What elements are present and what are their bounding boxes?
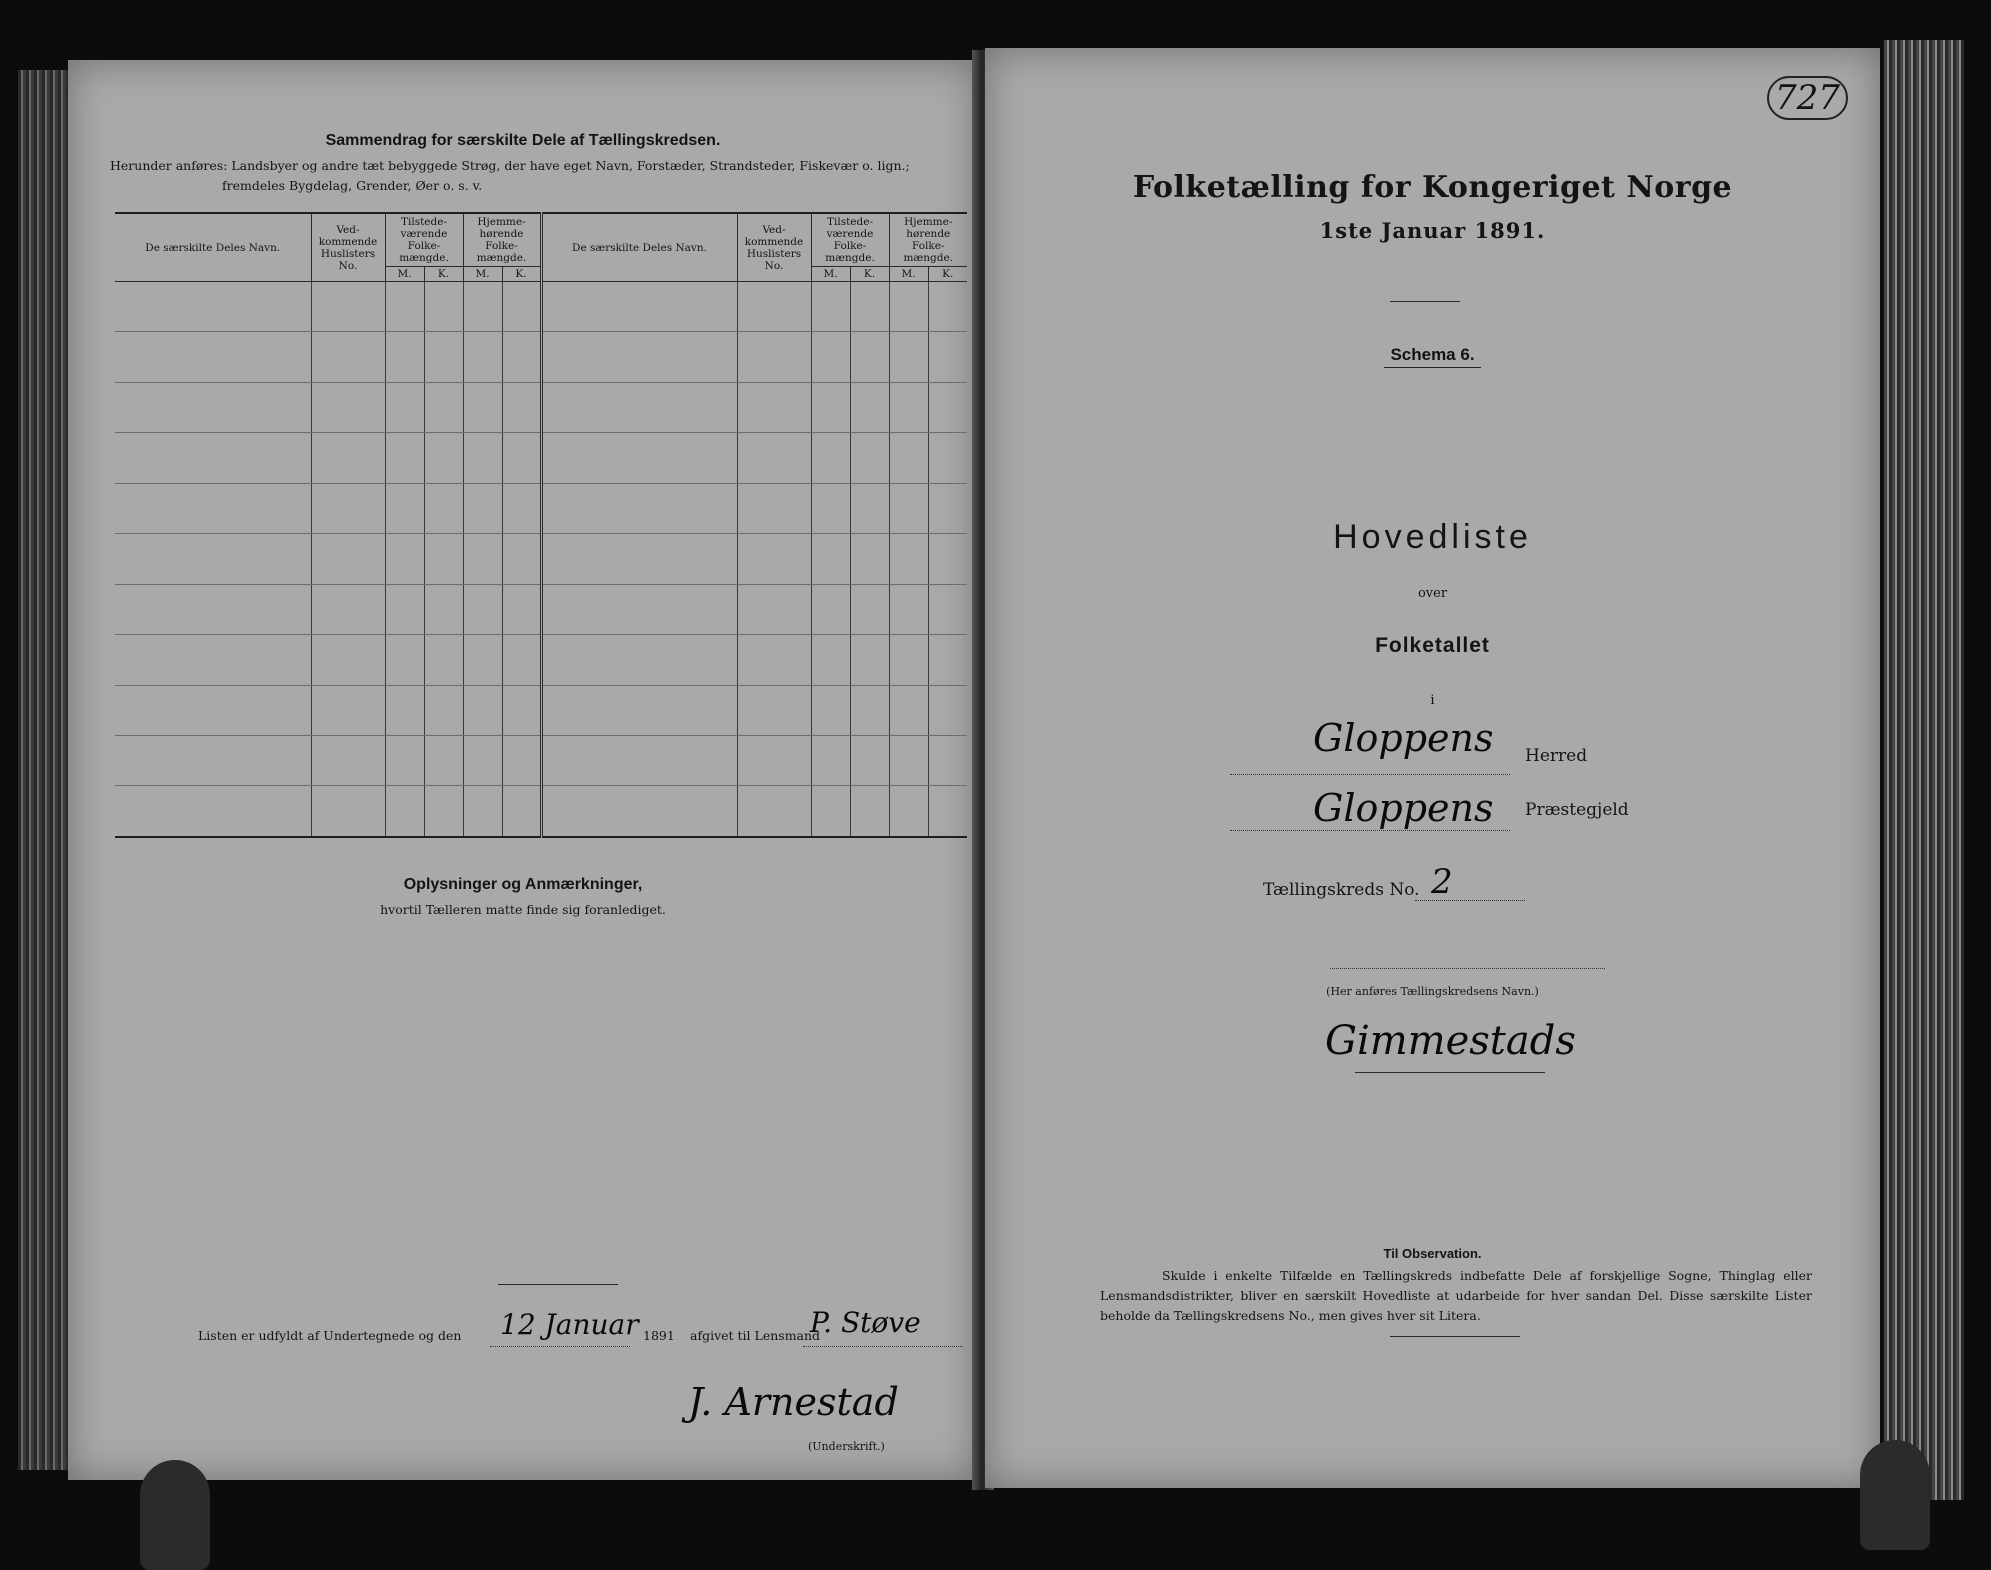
table-cell bbox=[385, 433, 424, 483]
table-cell bbox=[737, 584, 811, 634]
table-row bbox=[115, 483, 967, 533]
divider-rule bbox=[498, 1284, 618, 1285]
herred-underline bbox=[1230, 774, 1510, 775]
folketallet-title: Folketallet bbox=[1375, 634, 1490, 657]
table-cell bbox=[463, 382, 502, 432]
table-cell bbox=[311, 282, 385, 332]
table-cell bbox=[424, 635, 463, 685]
table-cell bbox=[850, 332, 889, 382]
table-cell bbox=[115, 635, 311, 685]
summary-table-body bbox=[115, 282, 967, 838]
table-row bbox=[115, 735, 967, 785]
table-row bbox=[115, 534, 967, 584]
table-cell bbox=[928, 635, 967, 685]
table-cell bbox=[385, 382, 424, 432]
handwritten-date: 12 Januar bbox=[500, 1308, 639, 1341]
table-cell bbox=[311, 534, 385, 584]
table-cell bbox=[811, 534, 850, 584]
hovedliste-title: Hovedliste bbox=[1333, 518, 1532, 556]
handwritten-kreds-number: 2 bbox=[1431, 862, 1453, 902]
table-cell bbox=[424, 735, 463, 785]
table-cell bbox=[311, 786, 385, 837]
table-cell bbox=[115, 534, 311, 584]
table-cell bbox=[889, 584, 928, 634]
table-cell bbox=[889, 483, 928, 533]
table-cell bbox=[737, 735, 811, 785]
handwritten-kreds-name: Gimmestads bbox=[1325, 1018, 1576, 1064]
col-header-k: K. bbox=[502, 267, 541, 282]
table-cell bbox=[850, 786, 889, 837]
summary-title: Sammendrag for særskilte Dele af Tællingskredsen. bbox=[325, 132, 721, 149]
table-cell bbox=[502, 433, 541, 483]
table-cell bbox=[424, 282, 463, 332]
table-cell bbox=[424, 534, 463, 584]
sign-middle: afgivet til Lensmand bbox=[690, 1328, 821, 1343]
observation-paragraph: Skulde i enkelte Tilfælde en Tællingskreds indbefatte Dele af forskjellige Sogne, Thinglag eller Lensmandsdistrikter, bliver en særskilt Hovedliste at udarbeide for hver sandan Del. Disse særskilte Lister beholde da Tællingskredsens No., men gives hver sit Litera. bbox=[1100, 1268, 1812, 1323]
table-cell bbox=[737, 433, 811, 483]
prestegjeld-label: Præstegjeld bbox=[1525, 800, 1629, 820]
left-page-edges bbox=[18, 70, 70, 1470]
summary-instructions bbox=[110, 156, 990, 196]
table-cell bbox=[541, 685, 737, 735]
table-cell bbox=[311, 332, 385, 382]
table-cell bbox=[811, 786, 850, 837]
table-row bbox=[115, 685, 967, 735]
table-cell bbox=[541, 735, 737, 785]
table-cell bbox=[811, 433, 850, 483]
right-page bbox=[985, 48, 1880, 1488]
left-page bbox=[68, 60, 978, 1480]
table-cell bbox=[737, 332, 811, 382]
divider-rule bbox=[1355, 1072, 1545, 1073]
col-header-m: M. bbox=[385, 267, 424, 282]
table-cell bbox=[737, 382, 811, 432]
kreds-label: Tællingskreds No. bbox=[1263, 880, 1420, 900]
table-cell bbox=[889, 786, 928, 837]
col-header-k: K. bbox=[928, 267, 967, 282]
table-cell bbox=[811, 282, 850, 332]
census-date: 1ste Januar 1891. bbox=[1319, 218, 1546, 243]
table-cell bbox=[424, 584, 463, 634]
table-cell bbox=[463, 282, 502, 332]
table-cell bbox=[928, 332, 967, 382]
table-cell bbox=[737, 635, 811, 685]
kreds-name-note: (Her anføres Tællingskredsens Navn.) bbox=[1326, 985, 1539, 998]
col-header-m: M. bbox=[889, 267, 928, 282]
table-cell bbox=[811, 382, 850, 432]
table-cell bbox=[850, 534, 889, 584]
schema-label bbox=[985, 345, 1880, 365]
table-cell bbox=[737, 483, 811, 533]
handwritten-lensmand-signature: P. Støve bbox=[810, 1306, 921, 1339]
table-cell bbox=[115, 735, 311, 785]
table-cell bbox=[737, 534, 811, 584]
col-header-k: K. bbox=[424, 267, 463, 282]
table-cell bbox=[385, 483, 424, 533]
table-cell bbox=[502, 635, 541, 685]
table-cell bbox=[385, 584, 424, 634]
table-cell bbox=[850, 635, 889, 685]
left-thumb bbox=[140, 1460, 210, 1570]
col-header-hjemme-1: Hjemme- hørende Folke- mængde. bbox=[463, 213, 541, 267]
table-row bbox=[115, 382, 967, 432]
observations-title: Oplysninger og Anmærkninger, bbox=[403, 876, 643, 893]
underskrift-label: (Underskrift.) bbox=[808, 1440, 885, 1453]
table-cell bbox=[889, 282, 928, 332]
table-cell bbox=[311, 483, 385, 533]
table-cell bbox=[737, 685, 811, 735]
table-cell bbox=[889, 382, 928, 432]
table-cell bbox=[463, 433, 502, 483]
table-row bbox=[115, 786, 967, 837]
col-header-m: M. bbox=[811, 267, 850, 282]
table-cell bbox=[463, 534, 502, 584]
table-cell bbox=[115, 382, 311, 432]
col-header-hjemme-2: Hjemme- hørende Folke- mængde. bbox=[889, 213, 967, 267]
sign-year: 1891 bbox=[643, 1328, 675, 1343]
table-row bbox=[115, 584, 967, 634]
observation-title: Til Observation. bbox=[1383, 1246, 1482, 1261]
table-cell bbox=[928, 282, 967, 332]
table-cell bbox=[115, 483, 311, 533]
right-thumb bbox=[1860, 1440, 1930, 1550]
table-cell bbox=[502, 584, 541, 634]
table-cell bbox=[889, 685, 928, 735]
page-number: 727 bbox=[1767, 76, 1848, 120]
table-cell bbox=[850, 735, 889, 785]
date-underline bbox=[490, 1346, 630, 1347]
table-cell bbox=[889, 433, 928, 483]
handwritten-counter-signature: J. Arnestad bbox=[688, 1380, 899, 1424]
col-header-tilstede-1: Tilstede- værende Folke- mængde. bbox=[385, 213, 463, 267]
col-header-name-1: De særskilte Deles Navn. bbox=[115, 213, 311, 282]
col-header-m: M. bbox=[463, 267, 502, 282]
table-cell bbox=[811, 735, 850, 785]
herred-label: Herred bbox=[1525, 746, 1588, 766]
table-cell bbox=[928, 433, 967, 483]
lensmand-underline bbox=[803, 1346, 963, 1347]
summary-table bbox=[115, 212, 967, 838]
instructions-line-1: Herunder anføres: Landsbyer og andre tæt bebyggede Strøg, der have eget Navn, Forstæder, Strandsteder, Fiskevær o. lign.; bbox=[110, 158, 910, 173]
table-row bbox=[115, 332, 967, 382]
table-cell bbox=[385, 282, 424, 332]
table-cell bbox=[811, 685, 850, 735]
table-cell bbox=[928, 685, 967, 735]
table-cell bbox=[463, 584, 502, 634]
table-cell bbox=[928, 382, 967, 432]
table-cell bbox=[541, 534, 737, 584]
table-cell bbox=[115, 584, 311, 634]
table-cell bbox=[385, 332, 424, 382]
table-cell bbox=[424, 332, 463, 382]
table-cell bbox=[311, 433, 385, 483]
table-cell bbox=[385, 786, 424, 837]
col-header-tilstede-2: Tilstede- værende Folke- mængde. bbox=[811, 213, 889, 267]
handwritten-herred: Gloppens bbox=[1313, 716, 1494, 760]
table-cell bbox=[928, 483, 967, 533]
table-cell bbox=[115, 786, 311, 837]
kreds-name-line bbox=[1330, 968, 1605, 969]
table-cell bbox=[424, 382, 463, 432]
table-cell bbox=[385, 635, 424, 685]
table-cell bbox=[385, 685, 424, 735]
table-cell bbox=[502, 786, 541, 837]
sign-prefix: Listen er udfyldt af Undertegnede og den bbox=[198, 1328, 462, 1343]
table-cell bbox=[928, 786, 967, 837]
table-cell bbox=[311, 635, 385, 685]
table-cell bbox=[463, 332, 502, 382]
table-cell bbox=[541, 786, 737, 837]
prestegjeld-underline bbox=[1230, 830, 1510, 831]
table-row bbox=[115, 282, 967, 332]
table-cell bbox=[311, 685, 385, 735]
i-text: i bbox=[1430, 693, 1435, 708]
table-cell bbox=[463, 735, 502, 785]
table-cell bbox=[115, 282, 311, 332]
table-cell bbox=[889, 332, 928, 382]
table-cell bbox=[850, 483, 889, 533]
table-cell bbox=[463, 483, 502, 533]
table-cell bbox=[463, 635, 502, 685]
table-cell bbox=[928, 584, 967, 634]
col-header-k: K. bbox=[850, 267, 889, 282]
table-cell bbox=[541, 382, 737, 432]
table-cell bbox=[928, 735, 967, 785]
handwritten-prestegjeld: Gloppens bbox=[1313, 786, 1494, 830]
table-cell bbox=[502, 332, 541, 382]
table-cell bbox=[385, 735, 424, 785]
table-cell bbox=[811, 584, 850, 634]
table-cell bbox=[502, 282, 541, 332]
table-cell bbox=[115, 433, 311, 483]
table-cell bbox=[502, 735, 541, 785]
observation-text bbox=[1100, 1266, 1812, 1326]
table-cell bbox=[541, 635, 737, 685]
table-cell bbox=[850, 433, 889, 483]
table-cell bbox=[463, 786, 502, 837]
table-cell bbox=[502, 685, 541, 735]
table-cell bbox=[541, 483, 737, 533]
table-cell bbox=[385, 534, 424, 584]
table-cell bbox=[502, 382, 541, 432]
observations-subtitle: hvortil Tælleren matte finde sig foranlediget. bbox=[380, 902, 666, 917]
table-row bbox=[115, 433, 967, 483]
table-cell bbox=[541, 332, 737, 382]
table-cell bbox=[311, 382, 385, 432]
table-cell bbox=[928, 534, 967, 584]
table-cell bbox=[311, 735, 385, 785]
table-cell bbox=[850, 584, 889, 634]
divider-rule bbox=[1390, 1336, 1520, 1337]
table-cell bbox=[737, 282, 811, 332]
instructions-line-2: fremdeles Bygdelag, Grender, Øer o. s. v. bbox=[222, 178, 483, 193]
table-cell bbox=[463, 685, 502, 735]
divider-rule bbox=[1390, 301, 1460, 302]
table-cell bbox=[424, 483, 463, 533]
table-cell bbox=[541, 282, 737, 332]
table-cell bbox=[502, 534, 541, 584]
table-cell bbox=[850, 382, 889, 432]
table-cell bbox=[115, 332, 311, 382]
col-header-huslister-1: Ved- kommende Huslisters No. bbox=[311, 213, 385, 282]
table-cell bbox=[889, 735, 928, 785]
table-cell bbox=[424, 786, 463, 837]
table-cell bbox=[889, 635, 928, 685]
table-cell bbox=[811, 635, 850, 685]
table-cell bbox=[737, 786, 811, 837]
table-cell bbox=[541, 584, 737, 634]
table-cell bbox=[424, 433, 463, 483]
table-cell bbox=[541, 433, 737, 483]
table-cell bbox=[811, 483, 850, 533]
schema-text: Schema 6. bbox=[1384, 345, 1480, 368]
table-cell bbox=[424, 685, 463, 735]
table-cell bbox=[115, 685, 311, 735]
col-header-name-2: De særskilte Deles Navn. bbox=[541, 213, 737, 282]
table-cell bbox=[850, 685, 889, 735]
table-cell bbox=[811, 332, 850, 382]
table-cell bbox=[850, 282, 889, 332]
right-page-edges bbox=[1884, 40, 1964, 1500]
over-text: over bbox=[1417, 586, 1448, 601]
col-header-huslister-2: Ved- kommende Huslisters No. bbox=[737, 213, 811, 282]
table-row bbox=[115, 635, 967, 685]
table-cell bbox=[502, 483, 541, 533]
table-cell bbox=[311, 584, 385, 634]
table-cell bbox=[889, 534, 928, 584]
census-title: Folketælling for Kongeriget Norge bbox=[1132, 170, 1733, 205]
